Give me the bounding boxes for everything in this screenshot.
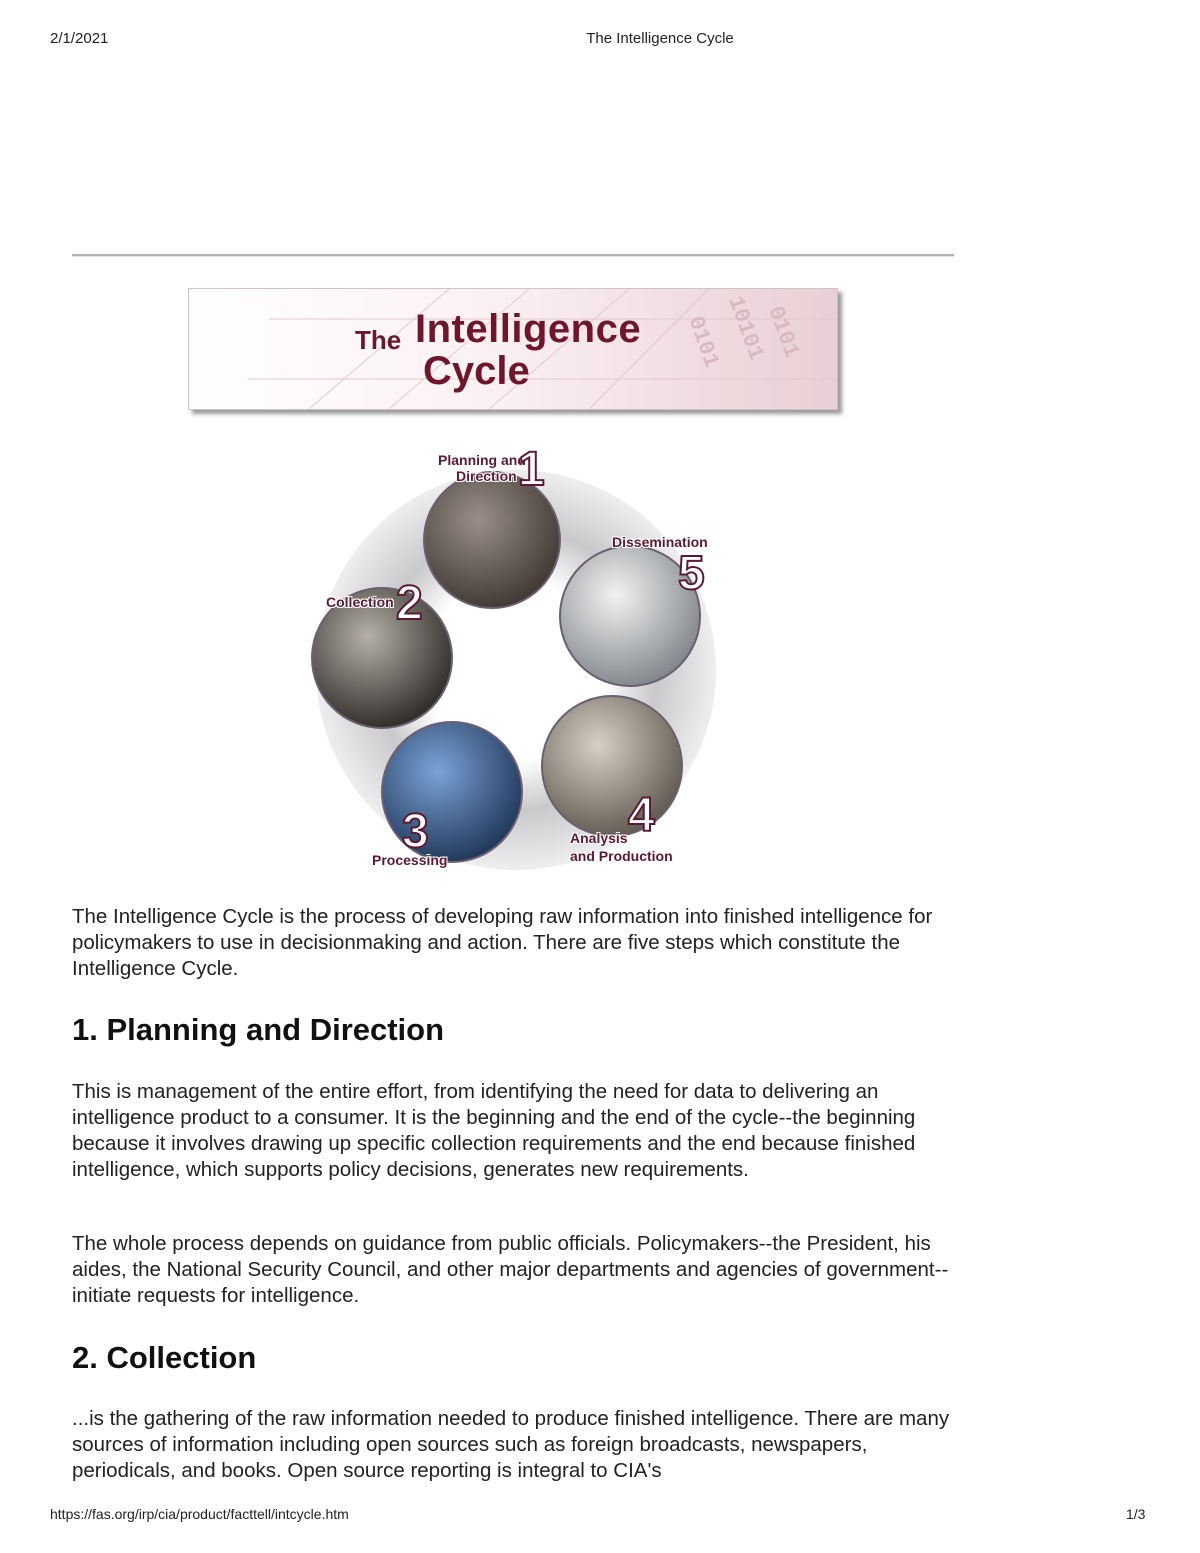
print-date: 2/1/2021 — [50, 30, 109, 47]
svg-text:0101: 0101 — [682, 312, 724, 372]
section-1-paragraph-1: This is management of the entire effort, from identifying the need for data to delivering an intelligence product to a consumer. It is the beginning and the end of the cycle--the beginning because it involves drawing up specific collection requirements and the end because finished intelligence, which supports policy decisions, generates new requirements. — [72, 1080, 916, 1181]
svg-text:10101: 10101 — [722, 292, 769, 364]
page-number: 1/3 — [1126, 1506, 1146, 1522]
intelligence-cycle-diagram — [306, 440, 726, 880]
step-1-label-b: Direction — [456, 468, 517, 484]
print-title: The Intelligence Cycle — [586, 30, 734, 47]
svg-text:0101: 0101 — [762, 302, 804, 362]
step-5-label: Dissemination — [612, 534, 708, 550]
print-url: https://fas.org/irp/cia/product/facttell/intcycle.htm — [50, 1506, 349, 1522]
section-2-paragraph-1: ...is the gathering of the raw information needed to produce finished intelligence. There are many sources of information including open sources such as foreign broadcasts, newspapers, periodicals, and books. Open source reporting is integral to CIA's — [72, 1407, 950, 1482]
horizontal-rule — [72, 254, 954, 257]
step-4-number: 4 — [628, 789, 655, 842]
intro-paragraph: The Intelligence Cycle is the process of developing raw information into finished intelligence for policymakers to use in decisionmaking and action. There are five steps which constitute the Intelligence Cycle. — [72, 905, 933, 980]
section-1-paragraph-2: The whole process depends on guidance from public officials. Policymakers--the President, his aides, the National Security Council, and other major departments and agencies of government--initiate requests for intelligence. — [72, 1232, 949, 1307]
step-2-number: 2 — [396, 577, 423, 630]
banner-the: The — [355, 325, 402, 355]
step-4-label-a: Analysis — [570, 830, 628, 846]
step-3-number: 3 — [402, 805, 429, 858]
banner-intelligence: Intelligence — [415, 307, 642, 351]
cycle-ring-graphic — [306, 440, 726, 880]
title-banner — [188, 288, 838, 410]
step-5-number: 5 — [678, 547, 705, 600]
section-2-heading: 2. Collection — [72, 1340, 257, 1375]
step-2-label: Collection — [326, 594, 394, 610]
step-1-number: 1 — [518, 443, 545, 496]
step-3-label: Processing — [372, 852, 448, 868]
banner-cycle: Cycle — [423, 349, 530, 393]
section-1-heading: 1. Planning and Direction — [72, 1012, 445, 1047]
step-1-label-a: Planning and — [438, 452, 526, 468]
step-4-label-b: and Production — [570, 848, 673, 864]
